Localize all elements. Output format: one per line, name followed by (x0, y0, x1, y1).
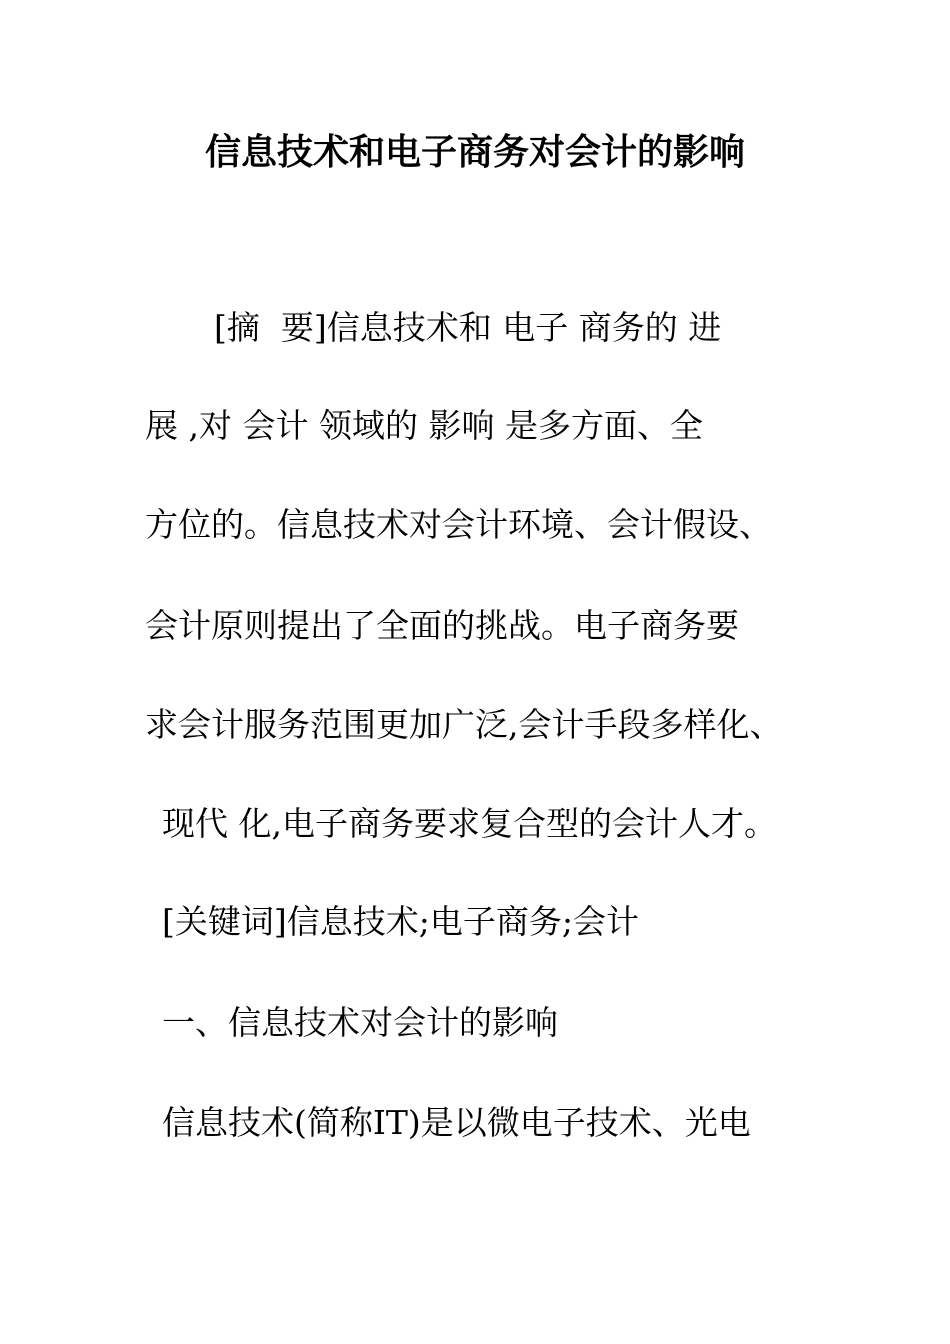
keywords-line: [关键词]信息技术;电子商务;会计 (162, 902, 639, 941)
abstract-line-3: 方位的。信息技术对会计环境、会计假设、 (145, 505, 772, 544)
section-heading: 一、信息技术对会计的影响 (162, 1003, 558, 1042)
body-line-1: 信息技术(简称IT)是以微电子技术、光电 (162, 1103, 751, 1142)
abstract-line-1: [摘 要]信息技术和 电子 商务的 进 (214, 308, 722, 347)
abstract-line-4: 会计原则提出了全面的挑战。电子商务要 (145, 606, 739, 645)
abstract-line-6: 现代 化,电子商务要求复合型的会计人才。 (162, 804, 777, 843)
abstract-line-5: 求会计服务范围更加广泛,会计手段多样化、 (145, 705, 783, 744)
document-title: 信息技术和电子商务对会计的影响 (204, 132, 745, 173)
abstract-line-2: 展 ,对 会计 领域的 影响 是多方面、全 (145, 406, 703, 445)
